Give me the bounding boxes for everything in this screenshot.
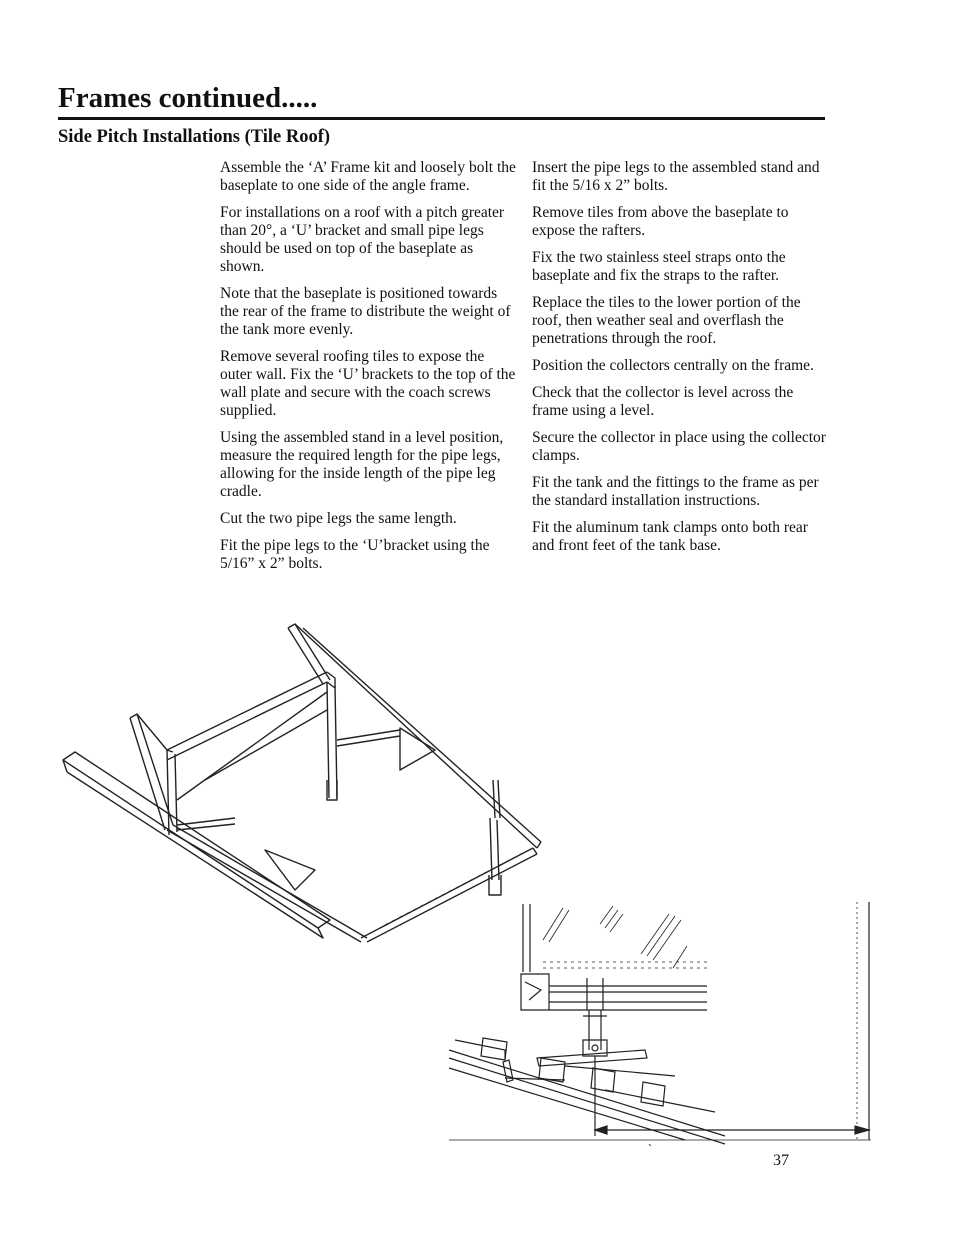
instruction-paragraph: Assemble the ‘A’ Frame kit and loosely bolt the baseplate to one side of the angle frame. <box>220 159 516 194</box>
instruction-paragraph: Fit the tank and the fittings to the frame as per the standard installation instructions. <box>532 474 819 509</box>
title-rule <box>58 117 825 120</box>
instruction-paragraph: Check that the collector is level across the frame using a level. <box>532 384 794 419</box>
instruction-paragraph: Fit the pipe legs to the ‘U’bracket using the 5/16” x 2” bolts. <box>220 537 490 572</box>
instructions-left-column <box>220 159 516 582</box>
instruction-paragraph: Cut the two pipe legs the same length. <box>220 510 457 527</box>
instruction-paragraph: Note that the baseplate is positioned towards the rear of the frame to distribute the weight of the tank more evenly. <box>220 285 511 338</box>
instruction-paragraph: Secure the collector in place using the collector clamps. <box>532 429 826 464</box>
section-heading: Side Pitch Installations (Tile Roof) <box>58 127 331 147</box>
instruction-paragraph: Fit the aluminum tank clamps onto both rear and front feet of the tank base. <box>532 519 808 554</box>
instruction-paragraph: Position the collectors centrally on the frame. <box>532 357 814 374</box>
page-title: Frames continued..... <box>58 82 318 114</box>
instruction-paragraph: Insert the pipe legs to the assembled stand and fit the 5/16 x 2” bolts. <box>532 159 820 194</box>
instructions-right-column <box>532 159 828 564</box>
instruction-paragraph: Fix the two stainless steel straps onto the baseplate and fix the straps to the rafter. <box>532 249 786 284</box>
instruction-paragraph: Replace the tiles to the lower portion of the roof, then weather seal and overflash the penetrations through the roof. <box>532 294 801 347</box>
instruction-paragraph: Remove several roofing tiles to expose the outer wall. Fix the ‘U’ brackets to the top of the wall plate and secure with the coach screws supplied. <box>220 348 516 419</box>
roof-detail-figure <box>445 900 875 1150</box>
instruction-paragraph: Remove tiles from above the baseplate to expose the rafters. <box>532 204 789 239</box>
instruction-paragraph: Using the assembled stand in a level position, measure the required length for the pipe legs, allowing for the inside length of the pipe leg cradle. <box>220 429 504 500</box>
page-number: 37 <box>773 1152 789 1169</box>
instruction-paragraph: For installations on a roof with a pitch greater than 20°, a ‘U’ bracket and small pipe legs should be used on top of the baseplate as shown. <box>220 204 505 275</box>
